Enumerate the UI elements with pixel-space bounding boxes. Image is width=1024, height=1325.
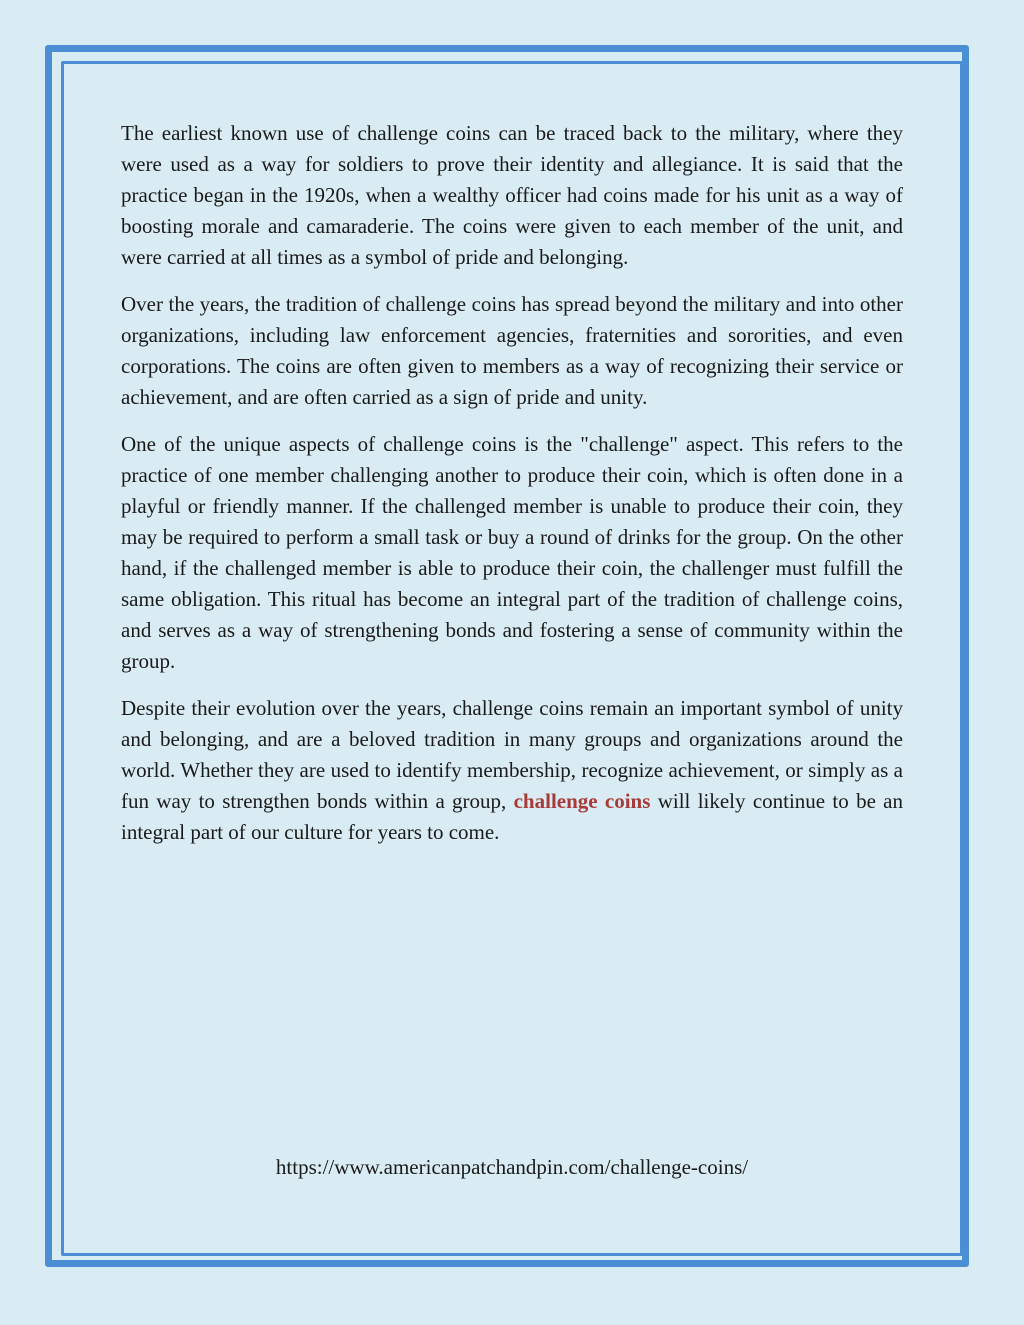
paragraph-3: One of the unique aspects of challenge coins is the "challenge" aspect. This refers to the practice of one member challenging another to produce their coin, which is often done in a playful or friendly manner. If the challenged member is unable to produce their coin, they may be required to perform a small task or buy a round of drinks for the group. On the other hand, if the challenged member is able to produce their coin, the challenger must fulfill the same obligation. This ritual has become an integral part of the tradition of challenge coins, and serves as a way of strengthening bonds and fostering a sense of community within the group.: [121, 432, 903, 673]
paragraph-4: [121, 693, 903, 848]
footer-url[interactable]: https://www.americanpatchandpin.com/challenge-coins/: [275, 1155, 749, 1179]
article-body: [121, 118, 903, 864]
challenge-coins-link[interactable]: challenge coins: [513, 789, 651, 813]
paragraph-1: The earliest known use of challenge coins can be traced back to the military, where they were used as a way for soldiers to prove their identity and allegiance. It is said that the practice began in the 1920s, when a wealthy officer had coins made for his unit as a way of boosting morale and camaraderie. The coins were given to each member of the unit, and were carried at all times as a symbol of pride and belonging.: [121, 121, 903, 269]
paragraph-4-text-end: will likely continue to be an integral part of our culture for years to come.: [121, 789, 904, 844]
paragraph-4-text-start: Despite their evolution over the years, challenge coins remain an important symbol of unity and belonging, and are a beloved tradition in many groups and organizations around the world. Whether they are used to identify membership, recognize achievement, or simply as a fun way to strengthen bonds within a group,: [121, 696, 903, 813]
paragraph-2: Over the years, the tradition of challenge coins has spread beyond the military and into other organizations, including law enforcement agencies, fraternities and sororities, and even corporations. The coins are often given to members as a way of recognizing their service or achievement, and are often carried as a sign of pride and unity.: [121, 292, 903, 409]
